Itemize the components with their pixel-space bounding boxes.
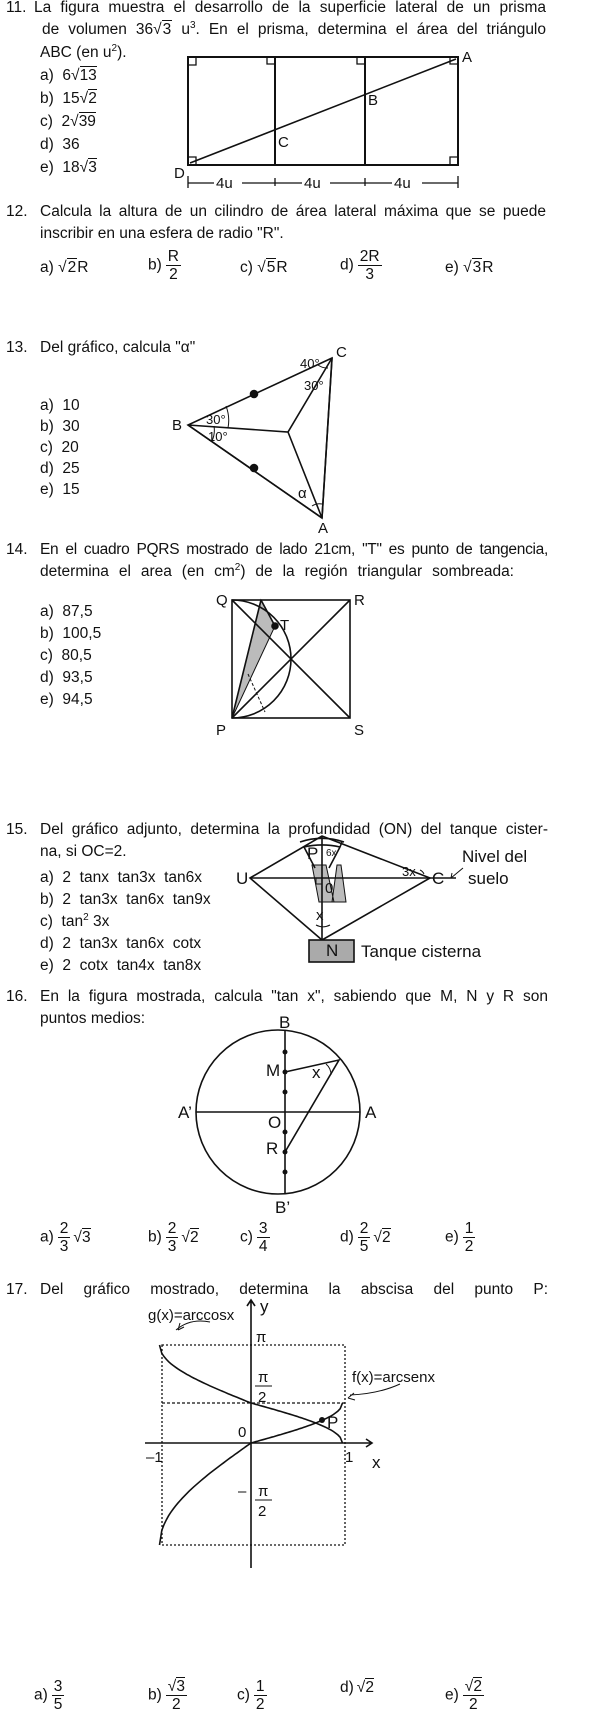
tick-pi-half-den: 2 [258,1389,267,1406]
dim-3: 4u [394,175,411,192]
option-value: 25 [62,460,80,477]
angle-30-c: 30° [304,378,324,393]
option-letter: e) [40,481,54,498]
r: 2 [67,259,77,276]
q12-option-a[interactable]: a) √2R [40,259,89,276]
coef: 6 [62,67,72,84]
ground-level-label: Nivel del [462,847,528,866]
denominator: 3 [59,1238,69,1255]
q11-option[interactable]: c) 2√39 [40,113,96,130]
option-letter: c) [240,1228,253,1246]
q12-number: 12. [6,203,28,220]
q16-text-line1: En la figura mostrada, calcula "tan x", sabiendo que M, N y R son [40,988,548,1005]
label-a-prime: A’ [178,1103,192,1122]
tick-1: 1 [345,1449,354,1466]
q16-circle-figure [178,1013,377,1217]
tick-neg-pi-half-den: 2 [258,1503,267,1520]
angle-x: x [312,1063,321,1082]
q11-prism-development-figure [174,49,472,192]
label-c: C [432,869,445,888]
numerator: 2 [359,1220,369,1237]
option-letter: b) [40,891,54,908]
option-letter: a) [40,1228,54,1246]
coef: 36 [62,136,80,153]
x-axis-label: x [372,1453,381,1472]
option-letter: b) [40,90,54,107]
numerator-radicand: 2 [473,1678,482,1695]
s: R [276,259,288,276]
d: 2 [169,266,178,283]
y-axis-label: y [260,1297,269,1316]
q15-text-line2: na, si OC=2. [40,843,127,860]
q12-option-e[interactable]: e) √3R [445,259,494,276]
label-o: 0 [325,880,334,897]
ground-level-label-2: suelo [468,869,509,888]
f-label: f(x)=arcsenx [352,1369,435,1386]
option-value: 2 tanx tan3x tan6x [62,869,203,886]
s: R [77,259,89,276]
tick-neg-pi-half-num: π [258,1483,269,1500]
option-letter: e) [445,1686,459,1704]
q12-text-line1: Calcula la altura de un cilindro de área lateral máxima que se puede [40,203,546,220]
tick-minus: – [238,1483,247,1500]
numerator: 3 [53,1678,63,1695]
q17-graph-figure [145,1297,435,1568]
q15-text-line1: Del gráfico adjunto, determina la profundidad (ON) del tanque cister- [40,821,548,838]
radicand: 13 [79,67,97,84]
r: 5 [266,259,276,276]
q13-triangle-figure [172,344,347,537]
q11-option[interactable]: b) 15√2 [40,90,97,107]
denominator: 2 [255,1696,265,1713]
option-value: 94,5 [62,691,93,708]
denominator: 2 [172,1696,181,1713]
coef: 15 [62,90,80,107]
q17-number: 17. [6,1281,28,1298]
l: a) [40,259,54,276]
option-value: 87,5 [62,603,93,620]
dim-1: 4u [216,175,233,192]
g-label: g(x)=arccosx [148,1307,235,1324]
label-b-prime: B’ [275,1198,291,1217]
q16-number: 16. [6,988,28,1005]
numerator: 1 [464,1220,474,1237]
angle-6x: 6x [326,848,337,859]
q15-number: 15. [6,821,28,838]
q14-square-figure [216,592,365,739]
label-b: B [368,92,379,109]
label-p: P [216,722,227,739]
option-letter: b) [40,418,54,435]
r: 3 [472,259,482,276]
q12-option-c[interactable]: c) √5R [240,259,288,276]
t: ABC (en u [40,44,112,61]
n: 2R [359,248,380,265]
option-letter: a) [40,397,54,414]
t: determina el area (en cm [40,563,235,580]
option-letter: a) [40,67,54,84]
q11-text-line1: La figura muestra el desarrollo de la superficie lateral de un prisma [34,0,546,16]
option-value: 93,5 [62,669,93,686]
option-letter: d) [40,669,54,686]
l: b) [148,256,162,274]
label-r: R [266,1139,279,1158]
label-c: C [278,134,289,151]
denominator: 5 [53,1696,63,1713]
q11-text: de volumen [42,21,127,38]
angle-30-b: 30° [206,412,226,427]
q11-option[interactable]: a) 6√13 [40,67,97,84]
denominator: 4 [258,1238,268,1255]
option-value: 15 [62,481,80,498]
label-u: U [236,869,249,888]
exp: 3 [189,19,196,31]
q13-number: 13. [6,339,28,356]
numerator-radicand: 3 [176,1678,185,1695]
option-letter: c) [40,647,53,664]
option-value: 20 [61,439,79,456]
option-value: 2 cotx tan4x tan8x [62,957,202,974]
denominator: 2 [464,1238,474,1255]
option-letter: d) [40,935,54,952]
q16-option-a[interactable]: a) $\frac{2}{3}$ √3 [40,1220,91,1255]
label-a: A [462,49,473,66]
label-a: A [365,1103,377,1122]
coef: 2 [61,113,71,130]
n: R [167,248,179,265]
option-letter: d) [340,1679,354,1696]
label-t: T [280,617,290,634]
angle-10: 10° [208,429,228,444]
label-p: P [307,844,319,863]
label-d: D [174,165,185,182]
q13-text: Del gráfico, calcula "α" [40,339,196,356]
l: d) [340,256,354,274]
option-letter: b) [148,1228,162,1246]
label-b: B [279,1013,291,1032]
label-r: R [354,592,365,609]
option-letter: c) [40,439,53,456]
option-letter: d) [40,460,54,477]
denominator: 2 [469,1696,478,1713]
label-a: A [318,520,329,537]
angle-3x: 3x [402,864,416,879]
q16-option-d[interactable]: d) $\frac{2}{5}$ √2 [340,1220,391,1255]
denominator: 5 [359,1238,369,1255]
option-letter: a) [34,1686,48,1704]
q11-text: . En el prisma, determina el área del triángulo [195,21,546,38]
q12-text-line2: inscribir en una esfera de radio "R". [40,225,284,242]
unit: u [181,21,190,38]
tick-pi: π [256,1329,267,1346]
radicand: 3 [88,159,97,176]
option-letter: d) [340,1228,354,1246]
radicand: 3 [81,1228,91,1246]
angle-40: 40° [300,356,320,371]
label-m: M [266,1061,281,1080]
option-value: 2 tan3x tan6x cotx [62,935,202,952]
l: c) [240,259,253,276]
numerator: 1 [255,1678,265,1695]
numerator: 2 [167,1220,177,1237]
angle-x: x [316,907,324,924]
t: ) de la región triangular sombreada: [240,563,514,580]
option-value: 100,5 [62,625,102,642]
option-letter: e) [40,691,54,708]
tick-minus-1: –1 [146,1449,163,1466]
option-value: 2 tan3x tan6x tan9x [62,891,211,908]
q14-number: 14. [6,541,28,558]
q15-tank-figure [236,836,527,962]
coef: 18 [62,159,80,176]
label-o: O [268,1113,282,1132]
radicand: 2 [189,1228,199,1246]
option-value: 80,5 [61,647,92,664]
numerator: 3 [258,1220,268,1237]
label-n: N [326,941,339,960]
option-letter: c) [237,1686,250,1704]
coef: 36 [135,21,154,38]
s: R [482,259,494,276]
label-s: S [354,722,365,739]
option-letter: d) [40,136,54,153]
q16-text-line2: puntos medios: [40,1010,146,1027]
option-letter: b) [40,625,54,642]
angle-alpha: α [298,485,307,502]
q16-option-b[interactable]: b) $\frac{2}{3}$ √2 [148,1220,199,1255]
option-letter: a) [40,869,54,886]
denominator: 3 [167,1238,177,1255]
label-b: B [172,417,183,434]
option-letter: e) [40,159,54,176]
radicand: 2 [365,1679,374,1696]
option-letter: e) [40,957,54,974]
q11-option[interactable]: e) 18√3 [40,159,97,176]
radicand: 2 [88,90,97,107]
radicand: 39 [78,113,96,130]
exp: 2 [111,42,118,54]
option-value: 3x [88,913,110,930]
l: e) [445,259,459,276]
q11-number: 11. [6,0,27,16]
exp: 2 [83,911,89,923]
tick-pi-half-num: π [258,1369,269,1386]
d: 3 [365,266,375,283]
radicand: 2 [381,1228,391,1246]
q11-volume: 36√3 [135,21,172,38]
q17-text: Del gráfico mostrado, determina la abscisa del punto P: [40,1281,548,1298]
t: ). [117,44,127,61]
option-value: tan [61,913,84,930]
option-letter: b) [148,1686,162,1704]
q17-option-b[interactable]: b) $\frac{√3}{2}$ [148,1678,185,1713]
radicand: 3 [162,21,172,38]
option-letter: a) [40,603,54,620]
q17-option-d[interactable]: d) √2 [340,1679,374,1696]
q17-option-e[interactable]: e) $\frac{√2}{2}$ [445,1678,482,1713]
option-value: 30 [62,418,80,435]
label-q: Q [216,592,228,609]
option-letter: c) [40,913,53,930]
point-p-label: P [327,1413,339,1432]
option-letter: c) [40,113,53,130]
origin-label: 0 [238,1424,247,1441]
dim-2: 4u [304,175,321,192]
numerator: 2 [59,1220,69,1237]
label-c: C [336,344,347,361]
option-letter: e) [445,1228,459,1246]
option-value: 10 [62,397,80,414]
tank-label: Tanque cisterna [361,942,482,961]
exp: 2 [234,561,241,573]
q14-text-line1: En el cuadro PQRS mostrado de lado 21cm, "T" es punto de tangencia, [40,541,548,558]
